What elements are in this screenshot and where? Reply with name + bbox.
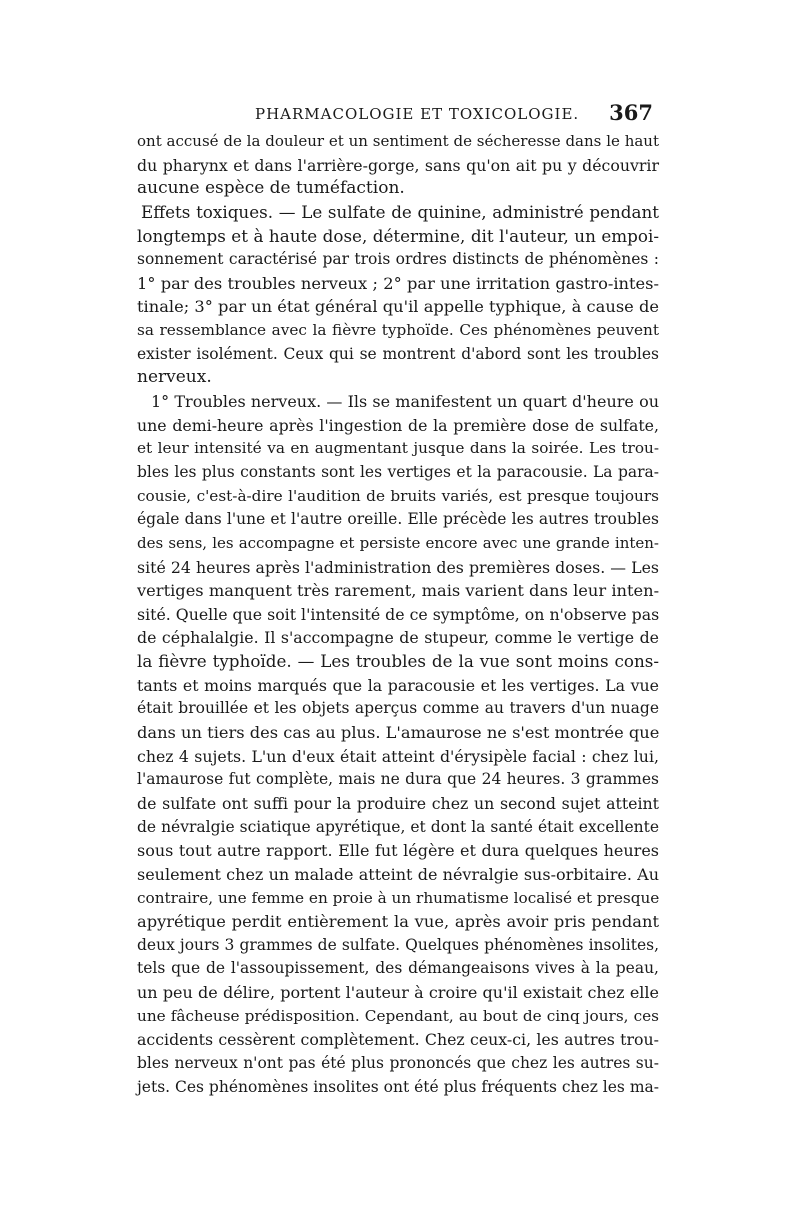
text-line: sous tout autre rapport. Elle fut légère et dura quelques heures: [137, 841, 659, 861]
text-line: était brouillée et les objets aperçus comme au travers d'un nuage: [137, 699, 659, 718]
text-line: dans un tiers des cas au plus. L'amaurose ne s'est montrée que: [137, 723, 660, 743]
text-line: cousie, c'est-à-dire l'audition de bruits variés, est presque toujours: [137, 486, 659, 505]
text-line: de céphalalgie. Il s'accompagne de stupeur, comme le vertige de: [137, 628, 659, 648]
text-line: nerveux.: [137, 367, 212, 388]
text-line: deux jours 3 grammes de sulfate. Quelques phénomènes insolites,: [137, 935, 659, 954]
text-line: ont accusé de la douleur et un sentiment de sécheresse dans le haut: [137, 132, 659, 150]
text-line: vertiges manquent très rarement, mais varient dans leur inten-: [137, 581, 660, 601]
text-line: la fièvre typhoïde. — Les troubles de la vue sont moins cons-: [137, 651, 659, 672]
text-body: [137, 130, 659, 1099]
text-line: tants et moins marqués que la paracousie et les vertiges. La vue: [137, 675, 659, 695]
text-line: et leur intensité va en augmentant jusque dans la soirée. Les trou-: [137, 439, 659, 458]
text-line: sité 24 heures après l'administration des premières doses. — Les: [137, 557, 659, 577]
text-line: 1° Troubles nerveux. — Ils se manifestent un quart d'heure ou: [151, 392, 659, 412]
text-line: bles les plus constants sont les vertiges et la paracousie. La para-: [137, 462, 659, 481]
page-number: 367: [609, 100, 653, 125]
text-line: une demi-heure après l'ingestion de la première dose de sulfate,: [137, 415, 659, 435]
text-line: tels que de l'assoupissement, des démangeaisons vives à la peau,: [137, 959, 659, 978]
running-title: PHARMACOLOGIE ET TOXICOLOGIE.: [255, 105, 580, 123]
text-line: sa ressemblance avec la fièvre typhoïde. Ces phénomènes peuvent: [137, 321, 659, 340]
text-line: accidents cessèrent complètement. Chez ceux-ci, les autres trou-: [137, 1030, 659, 1050]
text-line: exister isolément. Ceux qui se montrent d'abord sont les troubles: [137, 344, 659, 363]
text-line: une fâcheuse prédisposition. Cependant, au bout de cinq jours, ces: [137, 1006, 659, 1025]
text-line: sité. Quelle que soit l'intensité de ce symptôme, on n'observe pas: [137, 604, 660, 624]
text-line: jets. Ces phénomènes insolites ont été plus fréquents chez les ma-: [137, 1077, 659, 1096]
text-line: du pharynx et dans l'arrière-gorge, sans qu'on ait pu y découvrir: [137, 155, 659, 175]
text-line: contraire, une femme en proie à un rhumatisme localisé et presque: [137, 888, 660, 907]
text-line: un peu de délire, portent l'auteur à croire qu'il existait chez elle: [137, 983, 659, 1003]
text-line: seulement chez un malade atteint de névralgie sus-orbitaire. Au: [137, 864, 659, 884]
text-line: 1° par des troubles nerveux ; 2° par une irritation gastro-intes-: [137, 273, 659, 293]
running-head: [137, 98, 659, 128]
text-line: longtemps et à haute dose, détermine, dit l'auteur, un empoi-: [137, 225, 659, 246]
text-line: Effets toxiques. — Le sulfate de quinine, administré pendant: [141, 201, 659, 222]
text-line: chez 4 sujets. L'un d'eux était atteint d'érysipèle facial : chez lui,: [137, 746, 659, 766]
text-line: bles nerveux n'ont pas été plus prononcés que chez les autres su-: [137, 1053, 659, 1072]
text-line: tinale; 3° par un état général qu'il appelle typhique, à cause de: [137, 297, 659, 317]
text-line: égale dans l'une et l'autre oreille. Elle précède les autres troubles: [137, 510, 659, 529]
text-line: des sens, les accompagne et persiste encore avec une grande inten-: [137, 533, 659, 552]
text-line: aucune espèce de tuméfaction.: [137, 178, 405, 199]
text-line: apyrétique perdit entièrement la vue, après avoir pris pendant: [137, 912, 659, 932]
book-page: [137, 98, 660, 1096]
text-line: sonnement caractérisé par trois ordres distincts de phénomènes :: [137, 250, 659, 269]
text-line: de sulfate ont suffi pour la produire chez un second sujet atteint: [137, 793, 659, 813]
text-line: l'amaurose fut complète, mais ne dura que 24 heures. 3 grammes: [137, 770, 659, 789]
text-line: de névralgie sciatique apyrétique, et dont la santé était excellente: [137, 817, 659, 836]
